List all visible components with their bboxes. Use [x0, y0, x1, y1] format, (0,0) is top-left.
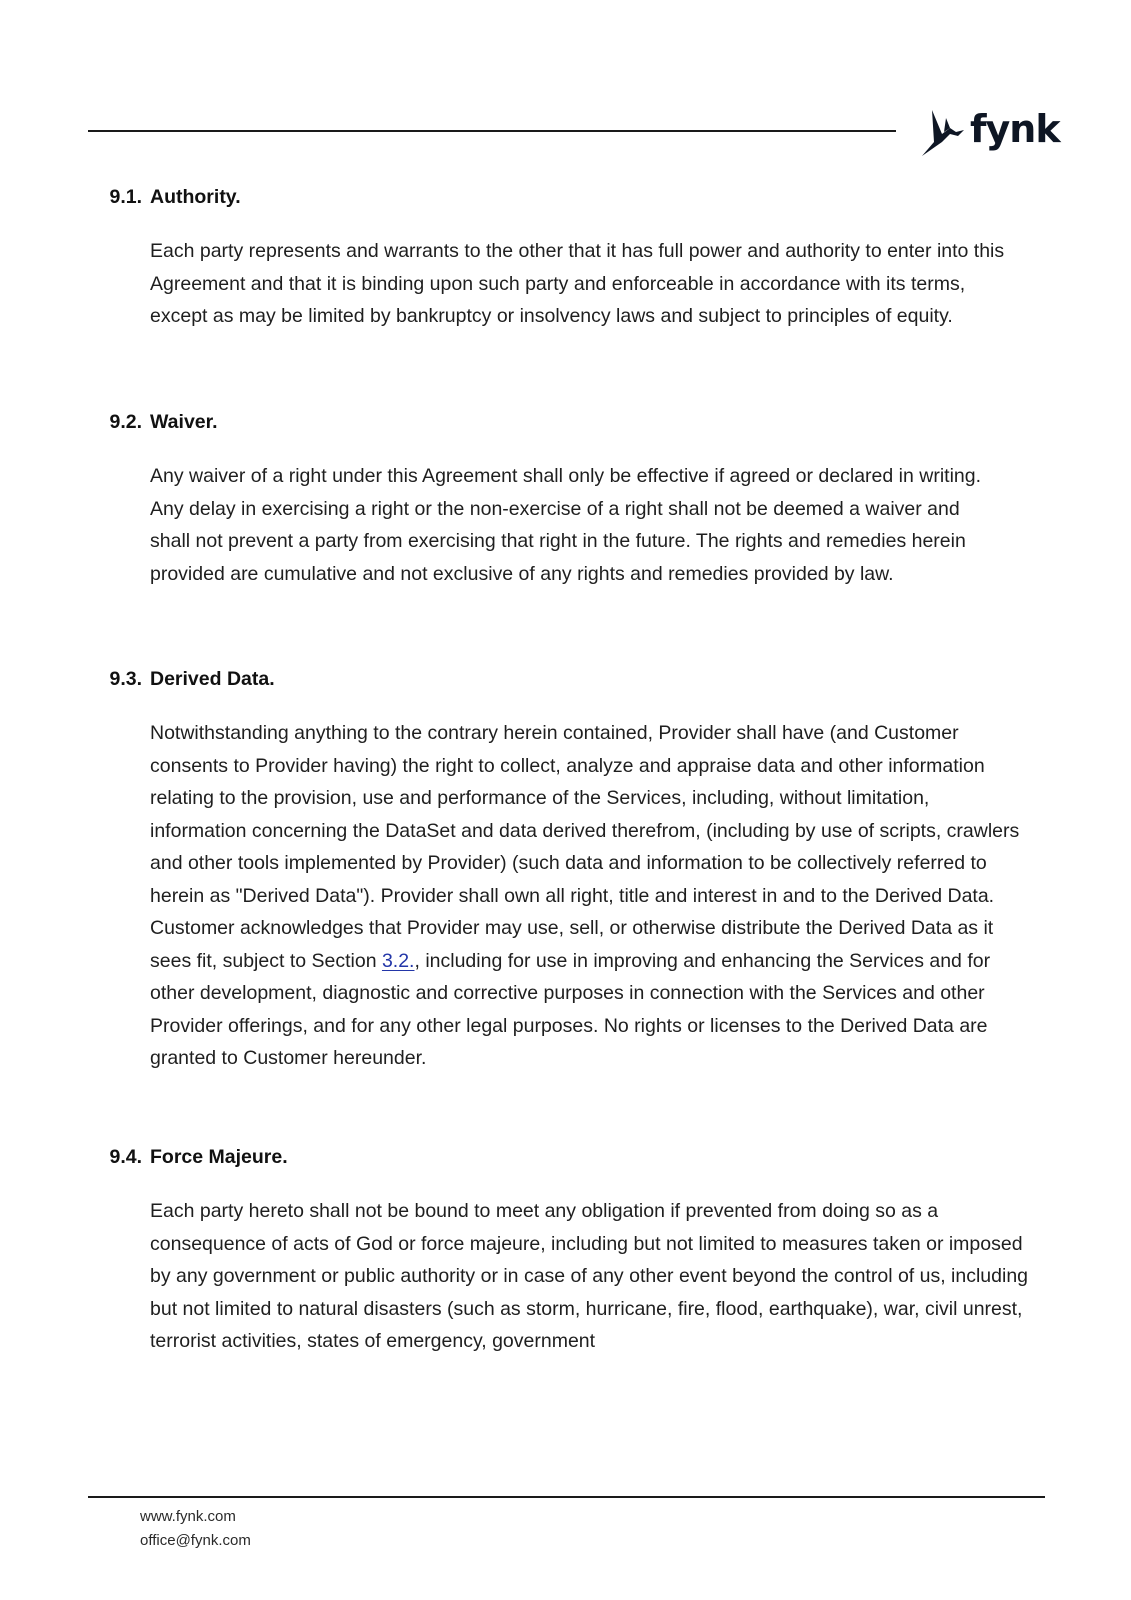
section-9-2 — [0, 411, 1131, 585]
logo-wordmark: fynk — [970, 107, 1060, 151]
footer-divider — [88, 1496, 1045, 1498]
section-number: 9.3. — [109, 668, 142, 690]
section-number: 9.1. — [109, 186, 142, 208]
section-title: Derived Data. — [150, 668, 275, 690]
section-number: 9.2. — [109, 411, 142, 433]
section-title: Authority. — [150, 186, 241, 208]
section-body-text: , including for use in improving and enhancing the Services and for other development, diagnostic and corrective purposes in connection with the Services and other Provider offerings, and for any other legal purposes. No rights or licenses to the Derived Data are granted to Customer hereunder. — [150, 949, 991, 1069]
footer-website: www.fynk.com — [140, 1508, 236, 1525]
section-3-2-link[interactable]: 3.2. — [381, 949, 415, 972]
section-body-text: Notwithstanding anything to the contrary herein contained, Provider shall have (and Customer consents to Provider having) the right to collect, analyze and appraise data and other information relating to the provision, use and performance of the Services, including, without limitation, information concerning the DataSet and data derived therefrom, (including by use of scripts, crawlers and other tools implemented by Provider) (such data and information to be collectively referred to herein as "Derived Data"). Provider shall own all right, title and interest in and to the Derived Data. Customer acknowledges that Provider may use, sell, or otherwise distribute the Derived Data as it sees fit, subject to Section — [150, 722, 1020, 972]
section-title: Force Majeure. — [150, 1146, 288, 1168]
fynk-logo — [920, 106, 1060, 158]
section-body: Each party hereto shall not be bound to meet any obligation if prevented from doing so as a consequence of acts of God or force majeure, including but not limited to measures taken or imposed by any government or public authority or in case of any other event beyond the control of us, including but not limited to natural disasters (such as storm, hurricane, fire, flood, earthquake), war, civil unrest, terrorist activities, states of emergency, government — [150, 1200, 1029, 1352]
section-9-4 — [0, 1146, 1131, 1352]
bird-logo-icon — [920, 106, 968, 158]
footer-email: office@fynk.com — [140, 1532, 251, 1549]
section-number: 9.4. — [109, 1146, 142, 1168]
section-heading — [0, 411, 1131, 437]
section-body: Any waiver of a right under this Agreement shall only be effective if agreed or declared in writing. Any delay in exercising a right or the non-exercise of a right shall not be deemed a waiver and shall not prevent a party from exercising that right in the future. The rights and remedies herein provided are cumulative and not exclusive of any rights and remedies provided by law. — [150, 465, 982, 585]
section-heading — [0, 668, 1131, 694]
section-9-1 — [0, 186, 1131, 327]
section-body — [150, 717, 1030, 1075]
section-body: Each party represents and warrants to the other that it has full power and authority to enter into this Agreement and that it is binding upon such party and enforceable in accordance with its terms, except as may be limited by bankruptcy or insolvency laws and subject to principles of equity. — [150, 240, 1005, 327]
section-9-3 — [0, 668, 1131, 1069]
header-divider — [88, 130, 896, 132]
section-title: Waiver. — [150, 411, 218, 433]
section-heading — [0, 1146, 1131, 1172]
section-heading — [0, 186, 1131, 212]
